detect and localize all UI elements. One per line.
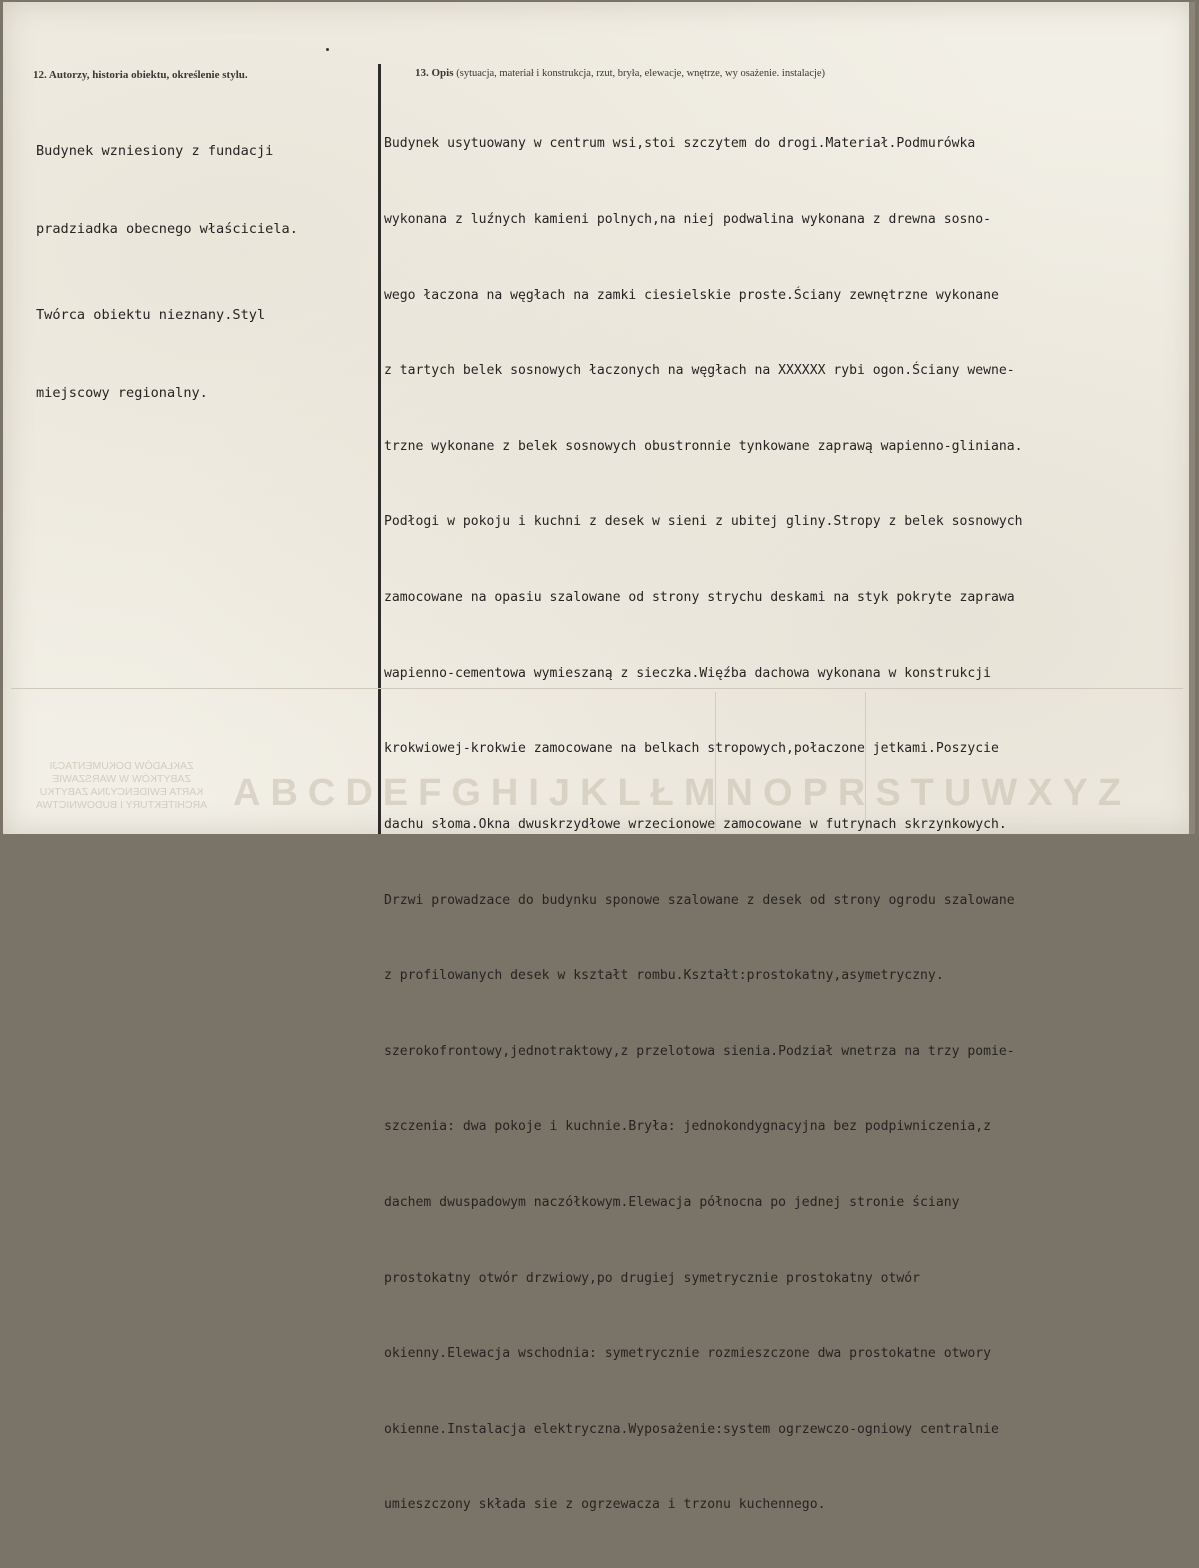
card-edge bbox=[1189, 2, 1195, 834]
section-13-detail: (sytuacja, materiał i konstrukcja, rzut, bryła, elewacje, wnętrze, wy osażenie. instalacje) bbox=[456, 68, 826, 79]
stamp-line: ZABYTKÓW W WARSZAWIE bbox=[52, 773, 191, 785]
text-line: wego łaczona na węgłach na zamki ciesielskie proste.Ściany zewnętrzne wykonane bbox=[384, 287, 999, 303]
text-line: Drzwi prowadzace do budynku sponowe szalowane z desek od strony ogrodu szalowane bbox=[384, 892, 1015, 908]
text-line: wykonana z luźnych kamieni polnych,na niej podwalina wykonana z drewna sosno- bbox=[384, 212, 991, 228]
section-12-text bbox=[36, 86, 298, 458]
ink-mark bbox=[326, 48, 329, 51]
text-line: Podłogi w pokoju i kuchni z desek w sieni z ubitej gliny.Stropy z belek sosnowych bbox=[384, 514, 1023, 530]
text-line: krokwiowej-krokwie zamocowane na belkach stropowych,połaczone jetkami.Poszycie bbox=[384, 741, 999, 757]
text-line: umieszczony składa sie z ogrzewacza i trzonu kuchennego. bbox=[384, 1497, 826, 1513]
section-13-header bbox=[415, 67, 825, 79]
text-line: prostokatny otwór drzwiowy,po drugiej symetrycznie prostokatny otwór bbox=[384, 1270, 921, 1286]
column-divider bbox=[378, 64, 381, 834]
section-13-text bbox=[384, 81, 1023, 1568]
text-line: Budynek usytuowany w centrum wsi,stoi szczytem do drogi.Materiał.Podmurówka bbox=[384, 136, 976, 152]
stamp-line: ARCHITEKTURY I BUDOWNICTWA bbox=[35, 799, 208, 811]
text-line: okienne.Instalacja elektryczna.Wyposażenie:system ogrzewczo-ogniowy centralnie bbox=[384, 1421, 999, 1437]
section-12-header: 12. Autorzy, historia obiektu, określenie stylu. bbox=[33, 69, 248, 81]
stamp-line: ZAKŁADÓW DOKUMENTACJI bbox=[49, 760, 194, 772]
text-line: miejscowy regionalny. bbox=[36, 385, 208, 401]
text-line: szczenia: dwa pokoje i kuchnie.Bryła: jednokondygnacyjna bez podpiwniczenia,z bbox=[384, 1119, 991, 1135]
text-line: dachem dwuspadowym naczółkowym.Elewacja północna po jednej stronie ściany bbox=[384, 1194, 960, 1210]
stamp-line: KARTA EWIDENCYJNA ZABYTKU bbox=[39, 786, 204, 798]
section-13-number: 13. Opis bbox=[415, 67, 454, 79]
text-line: pradziadka obecnego właściciela. bbox=[36, 221, 298, 237]
text-line: szerokofrontowy,jednotraktowy,z przelotowa sienia.Podział wnetrza na trzy pomie- bbox=[384, 1043, 1015, 1059]
text-line: okienny.Elewacja wschodnia: symetrycznie rozmieszczone dwa prostokatne otwory bbox=[384, 1346, 991, 1362]
text-line: trzne wykonane z belek sosnowych obustronnie tynkowane zaprawą wapienno-gliniana. bbox=[384, 438, 1023, 454]
reverse-alphabet-strip: ABCDEFGHIJKLŁMNOPRSTUWXYZ bbox=[233, 772, 1132, 814]
text-line: wapienno-cementowa wymieszaną z sieczka.Więźba dachowa wykonana w konstrukcji bbox=[384, 665, 991, 681]
text-line: Twórca obiektu nieznany.Styl bbox=[36, 307, 266, 323]
text-line: zamocowane na opasiu szalowane od strony strychu deskami na styk pokryte zaprawa bbox=[384, 590, 1015, 606]
text-line: Budynek wzniesiony z fundacji bbox=[36, 143, 274, 159]
reverse-stamp bbox=[19, 760, 224, 812]
text-line: z profilowanych desek w kształt rombu.Kształt:prostokatny,asymetryczny. bbox=[384, 968, 944, 984]
text-line: dachu słoma.Okna dwuskrzydłowe wrzecionowe zamocowane w futrynach skrzynkowych. bbox=[384, 816, 1007, 832]
record-card bbox=[3, 2, 1195, 1513]
text-line: z tartych belek sosnowych łaczonych na węgłach na XXXXXX rybi ogon.Ściany wewne- bbox=[384, 363, 1015, 379]
